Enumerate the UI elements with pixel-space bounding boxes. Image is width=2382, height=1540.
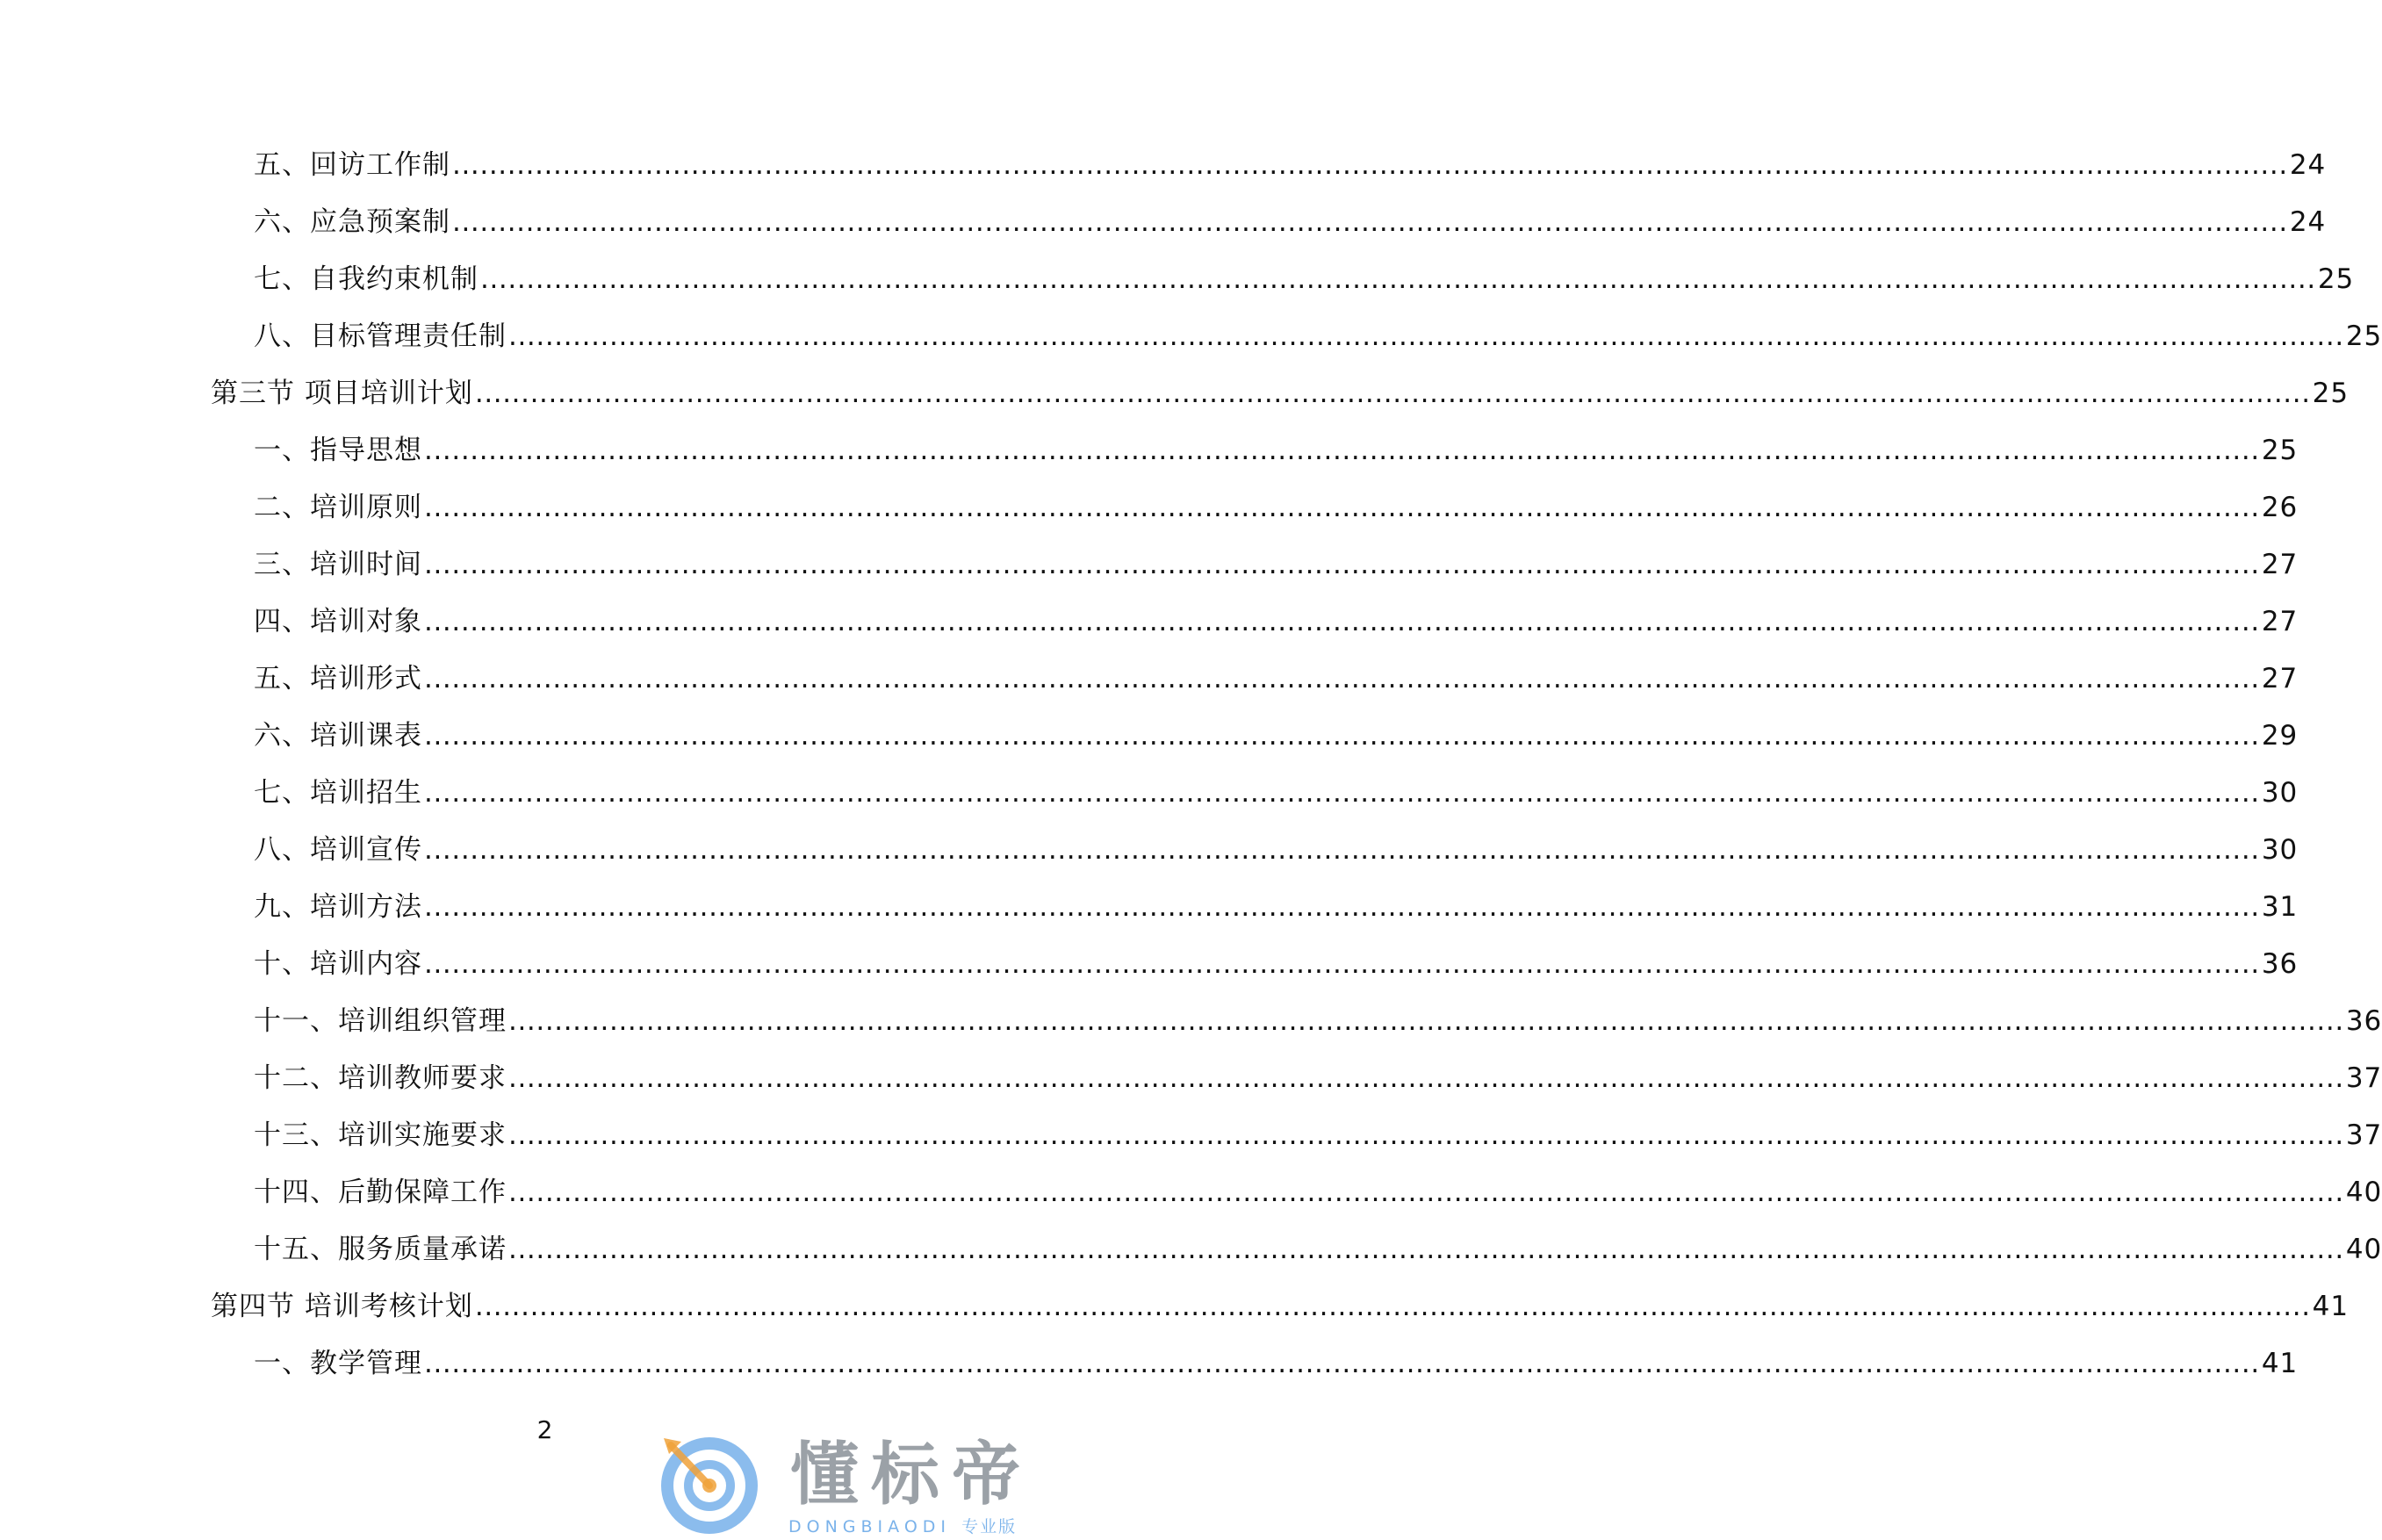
toc-dot-leader: ........................................................................................................................................................................................................ xyxy=(508,320,2344,352)
toc-dot-leader: ........................................................................................................................................................................................................ xyxy=(480,263,2316,295)
toc-entry-page: 31 xyxy=(2261,891,2299,923)
toc-entry[interactable] xyxy=(254,205,2327,240)
toc-entry[interactable] xyxy=(254,319,2382,354)
toc-dot-leader: ........................................................................................................................................................................................................ xyxy=(424,492,2260,523)
toc-dot-leader: ........................................................................................................................................................................................................ xyxy=(508,1119,2344,1151)
toc-entry-title: 一、指导思想 xyxy=(254,435,422,466)
watermark-edition: 专业版 xyxy=(961,1517,1018,1536)
toc-entry[interactable] xyxy=(254,946,2299,982)
toc-dot-leader: ........................................................................................................................................................................................................ xyxy=(424,948,2260,980)
toc-entry-page: 40 xyxy=(2345,1177,2382,1208)
toc-entry-title: 六、应急预案制 xyxy=(254,206,450,238)
toc-entry-page: 24 xyxy=(2289,206,2327,238)
toc-entry-title: 二、培训原则 xyxy=(254,492,422,523)
toc-dot-leader: ........................................................................................................................................................................................................ xyxy=(508,1177,2344,1208)
toc-entry-title: 十五、服务质量承诺 xyxy=(254,1234,507,1265)
toc-entry-title: 第三节 项目培训计划 xyxy=(211,378,473,409)
toc-entry-title: 三、培训时间 xyxy=(254,549,422,580)
toc-entry-title: 六、培训课表 xyxy=(254,720,422,752)
toc-entry-page: 27 xyxy=(2261,663,2299,694)
toc-entry-page: 24 xyxy=(2289,149,2327,181)
toc-entry-page: 25 xyxy=(2317,263,2355,295)
toc-entry[interactable] xyxy=(254,1175,2382,1210)
toc-entry[interactable] xyxy=(254,604,2299,639)
watermark-latin-name: DONGBIAODI xyxy=(788,1517,952,1536)
toc-entry-title: 四、培训对象 xyxy=(254,606,422,637)
toc-entry-page: 41 xyxy=(2261,1348,2299,1379)
toc-entry[interactable] xyxy=(254,262,2355,297)
toc-dot-leader: ........................................................................................................................................................................................................ xyxy=(474,378,2311,409)
toc-dot-leader: ........................................................................................................................................................................................................ xyxy=(424,834,2260,866)
toc-dot-leader: ........................................................................................................................................................................................................ xyxy=(474,1291,2311,1322)
toc-entry-page: 25 xyxy=(2261,435,2299,466)
toc-entry-title: 八、培训宣传 xyxy=(254,834,422,866)
toc-dot-leader: ........................................................................................................................................................................................................ xyxy=(424,435,2260,466)
toc-entry-page: 29 xyxy=(2261,720,2299,752)
toc-entry-page: 37 xyxy=(2345,1062,2382,1094)
toc-dot-leader: ........................................................................................................................................................................................................ xyxy=(508,1062,2344,1094)
toc-entry-title: 七、培训招生 xyxy=(254,777,422,809)
toc-entry-page: 30 xyxy=(2261,834,2299,866)
toc-entry-page: 27 xyxy=(2261,606,2299,637)
toc-dot-leader: ........................................................................................................................................................................................................ xyxy=(424,549,2260,580)
toc-entry-page: 26 xyxy=(2261,492,2299,523)
toc-dot-leader: ........................................................................................................................................................................................................ xyxy=(424,720,2260,752)
toc-dot-leader: ........................................................................................................................................................................................................ xyxy=(424,1348,2260,1379)
toc-entry[interactable] xyxy=(254,1232,2382,1267)
toc-entry[interactable] xyxy=(254,661,2299,696)
toc-entry[interactable] xyxy=(254,775,2299,810)
toc-entry-title: 五、培训形式 xyxy=(254,663,422,694)
toc-entry-page: 30 xyxy=(2261,777,2299,809)
toc-entry-title: 十一、培训组织管理 xyxy=(254,1005,507,1037)
toc-entry[interactable] xyxy=(254,718,2299,753)
toc-entry[interactable] xyxy=(254,1061,2382,1096)
toc-entry[interactable] xyxy=(254,832,2299,867)
toc-entry-title: 五、回访工作制 xyxy=(254,149,450,181)
toc-entry[interactable] xyxy=(254,1004,2382,1039)
toc-dot-leader: ........................................................................................................................................................................................................ xyxy=(508,1234,2344,1265)
watermark-brand-name: 懂标帝 xyxy=(790,1436,1033,1515)
toc-dot-leader: ........................................................................................................................................................................................................ xyxy=(452,206,2288,238)
toc-entry-title: 十四、后勤保障工作 xyxy=(254,1177,507,1208)
toc-dot-leader: ........................................................................................................................................................................................................ xyxy=(452,149,2288,181)
toc-entry-page: 40 xyxy=(2345,1234,2382,1265)
toc-entry-title: 九、培训方法 xyxy=(254,891,422,923)
toc-entry-title: 十、培训内容 xyxy=(254,948,422,980)
toc-entry-title: 八、目标管理责任制 xyxy=(254,320,507,352)
toc-dot-leader: ........................................................................................................................................................................................................ xyxy=(424,663,2260,694)
toc-entry-title: 七、自我约束机制 xyxy=(254,263,479,295)
toc-dot-leader: ........................................................................................................................................................................................................ xyxy=(508,1005,2344,1037)
toc-entry-page: 25 xyxy=(2312,378,2350,409)
target-arrow-icon xyxy=(658,1429,755,1535)
watermark-subtitle xyxy=(788,1514,1017,1537)
toc-entry[interactable] xyxy=(254,1346,2299,1381)
toc-entry-page: 41 xyxy=(2312,1291,2350,1322)
toc-section-entry[interactable] xyxy=(211,376,2350,411)
toc-entry[interactable] xyxy=(254,433,2299,468)
toc-entry-page: 36 xyxy=(2345,1005,2382,1037)
toc-dot-leader: ........................................................................................................................................................................................................ xyxy=(424,777,2260,809)
toc-dot-leader: ........................................................................................................................................................................................................ xyxy=(424,891,2260,923)
toc-entry-title: 一、教学管理 xyxy=(254,1348,422,1379)
toc-entry[interactable] xyxy=(254,889,2299,925)
toc-dot-leader: ........................................................................................................................................................................................................ xyxy=(424,606,2260,637)
toc-section-entry[interactable] xyxy=(211,1289,2350,1324)
toc-entry[interactable] xyxy=(254,547,2299,582)
toc-entry-page: 36 xyxy=(2261,948,2299,980)
toc-entry-title: 十三、培训实施要求 xyxy=(254,1119,507,1151)
toc-entry-page: 37 xyxy=(2345,1119,2382,1151)
toc-entry[interactable] xyxy=(254,490,2299,525)
toc-entry-title: 第四节 培训考核计划 xyxy=(211,1291,473,1322)
page-number: 2 xyxy=(536,1415,553,1444)
toc-entry-title: 十二、培训教师要求 xyxy=(254,1062,507,1094)
toc-entry-page: 27 xyxy=(2261,549,2299,580)
toc-entry[interactable] xyxy=(254,1118,2382,1153)
watermark-logo xyxy=(650,1429,1071,1535)
toc-entry-page: 25 xyxy=(2345,320,2382,352)
toc-entry[interactable] xyxy=(254,148,2327,183)
